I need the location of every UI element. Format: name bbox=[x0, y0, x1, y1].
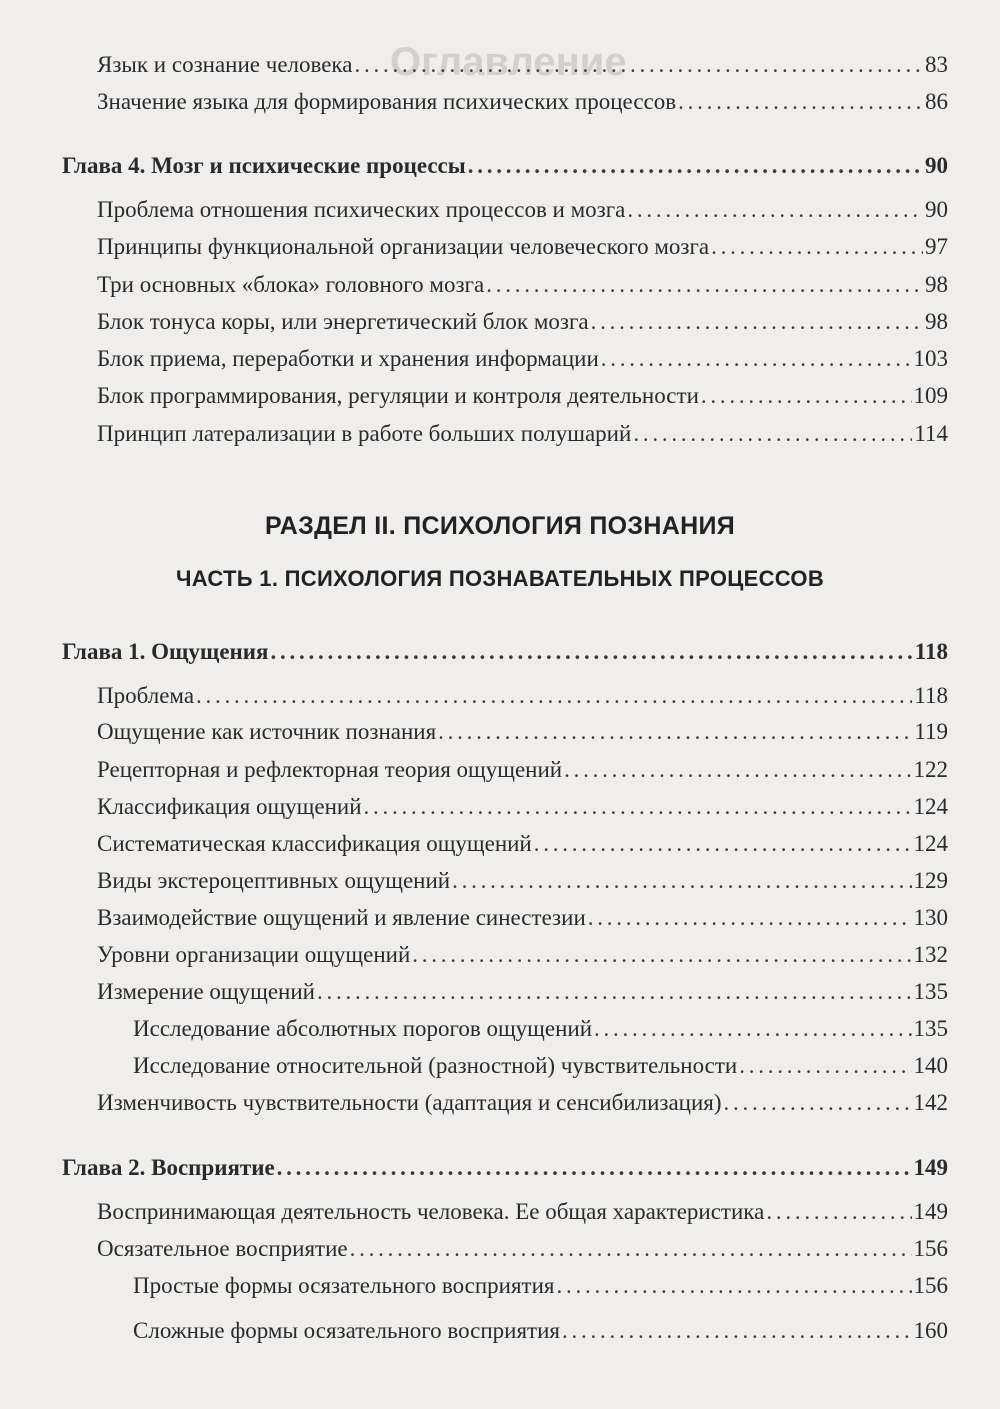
toc-subentry[interactable] bbox=[133, 1051, 948, 1081]
entry-title: Проблема отношения психических процессов и мозга bbox=[97, 197, 626, 222]
toc-entry[interactable] bbox=[97, 1234, 948, 1264]
dot-leader bbox=[701, 381, 912, 411]
dot-leader bbox=[594, 1014, 911, 1044]
dot-leader bbox=[412, 940, 911, 970]
entry-page: 130 bbox=[913, 905, 948, 930]
entry-title: Язык и сознание человека bbox=[97, 52, 353, 77]
entry-title: Измерение ощущений bbox=[97, 979, 315, 1004]
toc-entry[interactable] bbox=[97, 717, 948, 747]
entry-title: Систематическая классификация ощущений bbox=[97, 831, 532, 856]
dot-leader bbox=[588, 903, 912, 933]
entry-title: Простые формы осязательного восприятия bbox=[133, 1273, 555, 1298]
dot-leader bbox=[627, 195, 923, 225]
toc-entry[interactable] bbox=[97, 307, 948, 337]
entry-title: Три основных «блока» головного мозга bbox=[97, 272, 485, 297]
entry-page: 109 bbox=[913, 383, 948, 408]
section-heading: РАЗДЕЛ II. ПСИХОЛОГИЯ ПОЗНАНИЯ bbox=[264, 512, 735, 540]
toc-entry[interactable] bbox=[97, 50, 948, 80]
entry-page: 156 bbox=[913, 1273, 948, 1298]
entry-title: Виды экстероцептивных ощущений bbox=[97, 868, 451, 893]
toc-entry[interactable] bbox=[97, 1088, 948, 1118]
toc-entry[interactable] bbox=[97, 344, 948, 374]
entry-title: Проблема bbox=[97, 683, 195, 708]
chapter-title: Глава 1. Ощущения bbox=[62, 639, 269, 664]
entry-title: Принципы функциональной организации человеческого мозга bbox=[97, 234, 710, 259]
dot-leader bbox=[354, 50, 923, 80]
entry-page: 156 bbox=[913, 1236, 948, 1261]
entry-page: 98 bbox=[925, 309, 948, 334]
entry-title: Блок приема, переработки и хранения информации bbox=[97, 346, 599, 371]
entry-page: 118 bbox=[914, 683, 948, 708]
entry-page: 90 bbox=[925, 197, 948, 222]
dot-leader bbox=[277, 1153, 912, 1183]
dot-leader bbox=[557, 1271, 912, 1301]
toc-entry[interactable] bbox=[97, 381, 948, 411]
entry-title: Значение языка для формирования психических процессов bbox=[97, 89, 677, 114]
dot-leader bbox=[591, 307, 923, 337]
entry-page: 86 bbox=[925, 89, 948, 114]
part-heading: ЧАСТЬ 1. ПСИХОЛОГИЯ ПОЗНАВАТЕЛЬНЫХ ПРОЦЕССОВ bbox=[175, 566, 825, 591]
entry-page: 140 bbox=[913, 1053, 948, 1078]
entry-title: Исследование относительной (разностной) чувствительности bbox=[133, 1053, 738, 1078]
entry-page: 124 bbox=[913, 831, 948, 856]
toc-entry[interactable] bbox=[97, 419, 948, 449]
dot-leader bbox=[534, 829, 912, 859]
toc-entry[interactable] bbox=[97, 940, 948, 970]
entry-page: 119 bbox=[914, 719, 948, 744]
toc-entry[interactable] bbox=[97, 829, 948, 859]
chapter-1-heading[interactable] bbox=[62, 637, 948, 667]
toc-entry[interactable] bbox=[97, 195, 948, 225]
entry-title: Сложные формы осязательного восприятия bbox=[133, 1318, 560, 1343]
toc-entry[interactable] bbox=[97, 977, 948, 1007]
dot-leader bbox=[486, 270, 923, 300]
entry-page: 114 bbox=[914, 421, 948, 446]
entry-title: Взаимодействие ощущений и явление синестезии bbox=[97, 905, 586, 930]
dot-leader bbox=[364, 792, 912, 822]
chapter-2-heading[interactable] bbox=[62, 1153, 948, 1183]
entry-title: Блок программирования, регуляции и контроля деятельности bbox=[97, 383, 699, 408]
chapter-4-heading[interactable] bbox=[62, 151, 948, 181]
toc-entry[interactable] bbox=[97, 87, 948, 117]
dot-leader bbox=[739, 1051, 911, 1081]
entry-title: Блок тонуса коры, или энергетический блок мозга bbox=[97, 309, 589, 334]
dot-leader bbox=[562, 1316, 912, 1346]
chapter-page: 118 bbox=[914, 639, 948, 664]
entry-page: 83 bbox=[925, 52, 948, 77]
toc-entry[interactable] bbox=[97, 232, 948, 262]
dot-leader bbox=[601, 344, 912, 374]
toc-subentry[interactable] bbox=[133, 1316, 948, 1346]
entry-page: 149 bbox=[913, 1199, 948, 1224]
entry-title: Изменчивость чувствительности (адаптация и сенсибилизация) bbox=[97, 1090, 722, 1115]
entry-title: Принцип латерализации в работе больших полушарий bbox=[97, 421, 632, 446]
entry-page: 160 bbox=[913, 1318, 948, 1343]
chapter-page: 90 bbox=[925, 153, 948, 178]
dot-leader bbox=[271, 637, 913, 667]
entry-title: Исследование абсолютных порогов ощущений bbox=[133, 1016, 593, 1041]
dot-leader bbox=[766, 1197, 911, 1227]
entry-title: Рецепторная и рефлекторная теория ощущений bbox=[97, 757, 563, 782]
chapter-title: Глава 4. Мозг и психические процессы bbox=[62, 153, 466, 178]
entry-page: 124 bbox=[913, 794, 948, 819]
toc-entry[interactable] bbox=[97, 866, 948, 896]
chapter-page: 149 bbox=[913, 1155, 948, 1180]
entry-page: 97 bbox=[925, 234, 948, 259]
dot-leader bbox=[564, 755, 911, 785]
toc-subentry[interactable] bbox=[133, 1014, 948, 1044]
entry-page: 142 bbox=[913, 1090, 948, 1115]
toc-entry[interactable] bbox=[97, 270, 948, 300]
dot-leader bbox=[724, 1088, 912, 1118]
entry-page: 135 bbox=[913, 1016, 948, 1041]
dot-leader bbox=[678, 87, 923, 117]
dot-leader bbox=[468, 151, 923, 181]
entry-page: 122 bbox=[913, 757, 948, 782]
chapter-title: Глава 2. Восприятие bbox=[62, 1155, 275, 1180]
dot-leader bbox=[196, 681, 912, 711]
entry-page: 103 bbox=[913, 346, 948, 371]
dot-leader bbox=[317, 977, 912, 1007]
entry-title: Уровни организации ощущений bbox=[97, 942, 411, 967]
dot-leader bbox=[438, 717, 912, 747]
toc-subentry[interactable] bbox=[133, 1271, 948, 1301]
dot-leader bbox=[633, 419, 912, 449]
entry-page: 129 bbox=[913, 868, 948, 893]
toc-entry[interactable] bbox=[97, 681, 948, 711]
dot-leader bbox=[711, 232, 923, 262]
toc-entry[interactable] bbox=[97, 792, 948, 822]
dot-leader bbox=[350, 1234, 912, 1264]
dot-leader bbox=[452, 866, 911, 896]
entry-title: Осязательное восприятие bbox=[97, 1236, 348, 1261]
entry-page: 98 bbox=[925, 272, 948, 297]
toc-entry[interactable] bbox=[97, 755, 948, 785]
toc-entry[interactable] bbox=[97, 903, 948, 933]
entry-page: 132 bbox=[913, 942, 948, 967]
entry-title: Классификация ощущений bbox=[97, 794, 362, 819]
entry-title: Воспринимающая деятельность человека. Ее общая характеристика bbox=[97, 1199, 765, 1224]
toc-entry[interactable] bbox=[97, 1197, 948, 1227]
entry-page: 135 bbox=[913, 979, 948, 1004]
entry-title: Ощущение как источник познания bbox=[97, 719, 437, 744]
bleed-through-heading: Оглавление bbox=[390, 40, 627, 84]
